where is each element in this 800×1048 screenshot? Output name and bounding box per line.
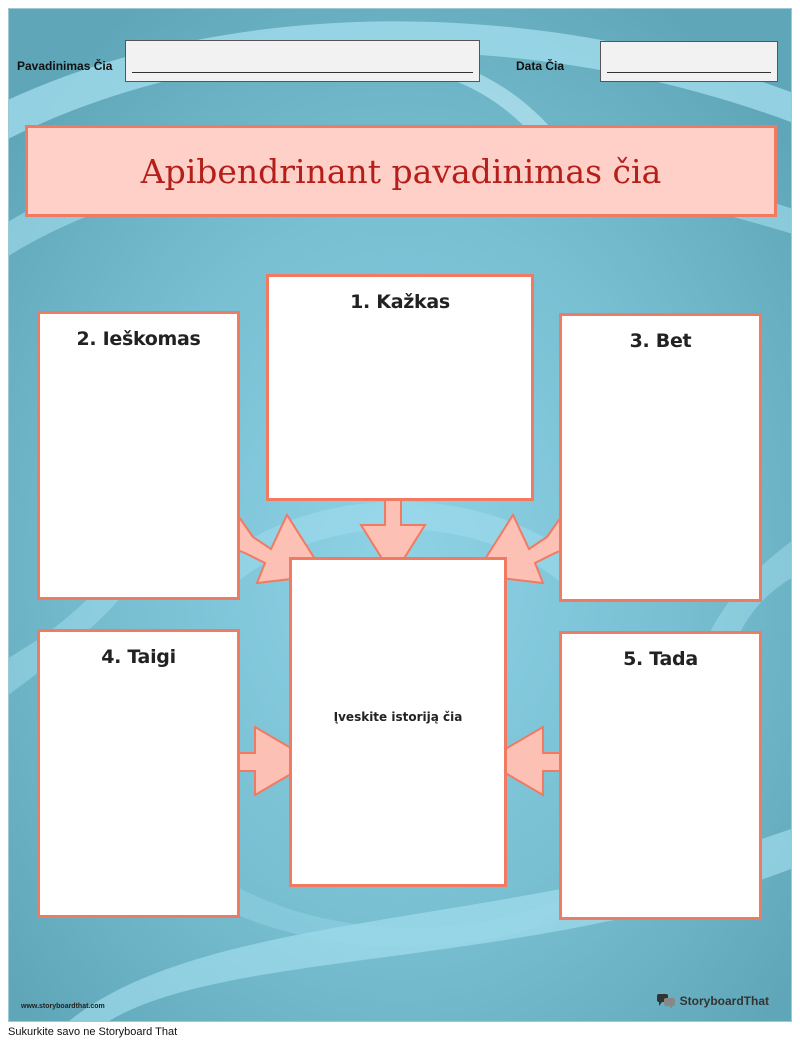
brand-text: StoryboardThat: [679, 994, 769, 1008]
panel-center-text: Įveskite istoriją čia: [333, 710, 463, 724]
name-label: Pavadinimas Čia: [17, 59, 113, 73]
panel-wanted-heading: 2. Ieškomas: [76, 328, 201, 350]
panel-so-heading: 4. Taigi: [101, 646, 176, 668]
name-input[interactable]: [125, 40, 480, 82]
panel-somebody-heading: 1. Kažkas: [350, 291, 450, 313]
worksheet: [8, 8, 792, 1022]
panel-then[interactable]: [559, 631, 762, 920]
title-banner[interactable]: [25, 125, 777, 217]
panel-but-heading: 3. Bet: [629, 330, 692, 352]
panel-somebody[interactable]: [266, 274, 534, 501]
title-text: Apibendrinant pavadinimas čia: [140, 151, 662, 191]
brand-logo[interactable]: [656, 993, 769, 1009]
chat-bubbles-icon: [656, 993, 676, 1009]
date-input-line: [607, 72, 771, 73]
caption-text[interactable]: Sukurkite savo ne Storyboard That: [8, 1026, 178, 1038]
date-label: Data Čia: [516, 59, 565, 73]
panel-wanted[interactable]: [37, 311, 240, 600]
panel-so[interactable]: [37, 629, 240, 918]
panel-but[interactable]: [559, 313, 762, 602]
date-input[interactable]: [600, 41, 778, 82]
panel-center[interactable]: [289, 557, 507, 887]
name-input-line: [132, 72, 473, 73]
footer-url[interactable]: www.storyboardthat.com: [21, 1003, 105, 1010]
panel-then-heading: 5. Tada: [623, 648, 698, 670]
